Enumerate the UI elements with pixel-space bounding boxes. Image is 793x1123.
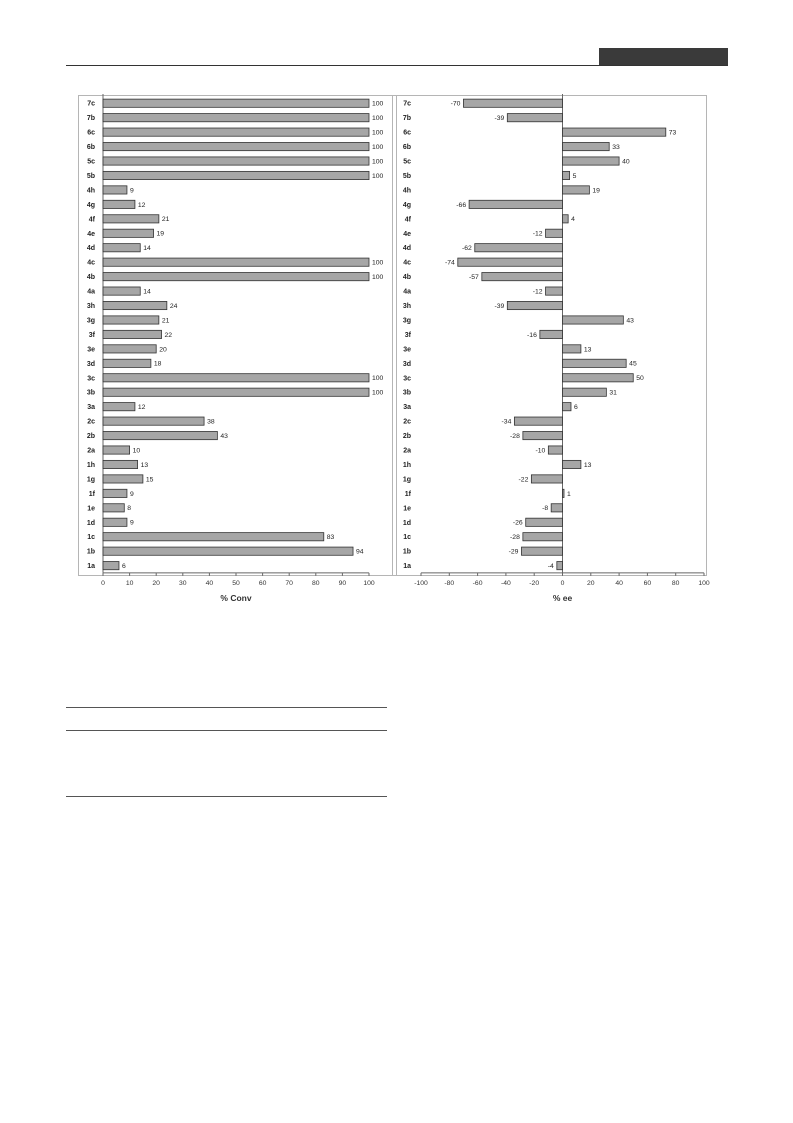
category-label: 7c	[87, 100, 95, 108]
bar-value-label: -12	[532, 288, 543, 296]
x-tick-label: 10	[125, 579, 134, 587]
bar-value-label: 100	[372, 389, 384, 397]
x-tick-label: 100	[363, 579, 375, 587]
category-label: 1d	[86, 519, 95, 527]
category-label: 2a	[403, 447, 411, 455]
x-tick-label: 80	[671, 579, 680, 587]
bar	[531, 475, 562, 483]
category-label: 3h	[86, 303, 95, 311]
bar-value-label: 21	[161, 317, 170, 325]
category-label: 7b	[402, 115, 411, 123]
bar	[103, 403, 135, 411]
table-bottom-rule	[66, 796, 387, 797]
bar	[551, 504, 562, 512]
bar-value-label: -34	[501, 418, 512, 426]
bar	[482, 273, 563, 281]
bar-value-label: 21	[161, 216, 170, 224]
category-label: 3c	[87, 375, 95, 383]
table-header-rule	[66, 730, 387, 731]
category-label: 4f	[404, 216, 411, 224]
bar-value-label: 33	[612, 143, 620, 151]
bar-value-label: -62	[461, 245, 472, 253]
category-label: 4g	[402, 201, 411, 209]
bar-value-label: -22	[518, 476, 529, 484]
bar	[103, 417, 204, 425]
bar	[507, 114, 562, 122]
x-tick-label: 20	[587, 579, 595, 587]
category-label: 1a	[403, 563, 411, 571]
bar	[514, 417, 562, 425]
category-label: 4h	[402, 187, 411, 195]
bar-value-label: 1	[567, 490, 571, 498]
bar-value-label: -29	[508, 548, 519, 556]
bar-value-label: -70	[450, 100, 461, 108]
bar	[526, 518, 563, 526]
category-label: 4c	[403, 259, 411, 267]
bar	[463, 99, 562, 107]
bar-value-label: 100	[372, 172, 384, 180]
bar	[548, 446, 562, 454]
bar-value-label: 9	[129, 490, 134, 498]
bar-value-label: 5	[572, 172, 577, 180]
bar	[103, 258, 369, 266]
bar-value-label: -8	[542, 505, 549, 513]
bar	[546, 287, 563, 295]
conversion-chart	[79, 94, 397, 603]
bar-value-label: 100	[372, 158, 384, 166]
bar	[563, 215, 569, 223]
bar-value-label: 20	[159, 346, 167, 354]
category-label: 3a	[403, 404, 411, 412]
bar-value-label: 4	[571, 216, 575, 224]
bar-value-label: 73	[668, 129, 677, 137]
category-label: 2c	[87, 418, 95, 426]
category-label: 3c	[403, 375, 411, 383]
bar	[103, 533, 324, 541]
x-tick-label: 90	[338, 579, 347, 587]
bar	[103, 215, 159, 223]
bar	[103, 171, 369, 179]
bar-value-label: 19	[592, 187, 600, 195]
category-label: 2b	[86, 433, 95, 441]
category-label: 6b	[402, 144, 411, 152]
category-label: 3f	[404, 331, 411, 339]
category-label: 7c	[403, 100, 411, 108]
category-label: 7b	[86, 115, 95, 123]
category-label: 1h	[402, 461, 411, 469]
bar-value-label: 15	[145, 476, 154, 484]
category-label: 5c	[87, 158, 95, 166]
bar	[563, 460, 581, 468]
bar-value-label: 38	[207, 418, 215, 426]
bar	[103, 359, 151, 367]
bar	[563, 345, 581, 353]
bar	[103, 114, 369, 122]
x-tick-label: 30	[179, 579, 187, 587]
category-label: 6b	[86, 144, 95, 152]
category-label: 4b	[86, 274, 95, 282]
category-label: 3h	[402, 303, 411, 311]
category-label: 6c	[87, 129, 95, 137]
bar-value-label: 13	[140, 461, 149, 469]
x-axis-label: % ee	[552, 592, 573, 603]
bar-value-label: -57	[469, 274, 479, 282]
category-label: 4e	[403, 230, 411, 238]
bar-value-label: -39	[494, 302, 505, 310]
category-label: 6c	[403, 129, 411, 137]
category-label: 4h	[86, 187, 95, 195]
category-label: 3b	[402, 389, 411, 397]
x-tick-label: 50	[232, 579, 240, 587]
bar	[563, 388, 607, 396]
bar-value-label: 40	[622, 158, 630, 166]
bar-value-label: 100	[372, 143, 384, 151]
x-tick-label: 40	[205, 579, 214, 587]
bar	[507, 301, 562, 309]
bar-value-label: 19	[156, 230, 165, 238]
bar-value-label: 14	[143, 245, 151, 253]
bar-value-label: 94	[356, 548, 364, 556]
bar-value-label: 100	[372, 129, 384, 137]
bar	[563, 171, 570, 179]
bar	[103, 287, 140, 295]
x-tick-label: 0	[560, 579, 565, 587]
table-top-rule	[66, 707, 387, 708]
bar	[103, 301, 167, 309]
bar-value-label: 12	[137, 404, 146, 412]
category-label: 1c	[403, 534, 411, 542]
bar	[103, 388, 369, 396]
category-label: 4c	[87, 259, 95, 267]
category-label: 1g	[86, 476, 95, 484]
category-label: 3d	[86, 360, 95, 368]
bar	[103, 142, 369, 150]
category-label: 4d	[86, 245, 95, 253]
bar	[103, 316, 159, 324]
bar	[563, 186, 590, 194]
category-label: 2c	[403, 418, 411, 426]
x-tick-label: 100	[698, 579, 710, 587]
ee-chart	[393, 94, 710, 603]
bar	[103, 99, 369, 107]
bar-value-label: 9	[129, 187, 134, 195]
category-label: 2b	[402, 433, 411, 441]
category-label: 1f	[88, 490, 95, 498]
category-label: 5c	[403, 158, 411, 166]
bar-value-label: 14	[143, 288, 151, 296]
category-label: 1d	[402, 519, 411, 527]
bar-value-label: -12	[532, 230, 543, 238]
x-tick-label: 60	[643, 579, 652, 587]
bar-value-label: 12	[137, 201, 146, 209]
category-label: 4f	[88, 216, 95, 224]
x-tick-label: 60	[258, 579, 267, 587]
x-tick-label: 80	[312, 579, 320, 587]
bar	[103, 374, 369, 382]
bar-value-label: -28	[510, 432, 520, 440]
bar-value-label: 8	[127, 505, 132, 513]
category-label: 1e	[87, 505, 95, 513]
bar	[103, 504, 124, 512]
x-tick-label: -60	[472, 579, 483, 587]
category-label: 3a	[87, 404, 95, 412]
bar	[103, 229, 154, 237]
bar	[563, 142, 610, 150]
bar-value-label: 6	[121, 563, 126, 571]
category-label: 3g	[86, 317, 95, 325]
bar	[563, 128, 666, 136]
bar-value-label: 13	[583, 461, 592, 469]
category-label: 4e	[87, 230, 95, 238]
bar-value-label: -66	[456, 201, 467, 209]
bar-value-label: -26	[512, 519, 523, 527]
x-tick-label: -80	[444, 579, 455, 587]
category-label: 4d	[402, 245, 411, 253]
bar	[523, 533, 563, 541]
x-tick-label: -40	[500, 579, 511, 587]
bar	[103, 244, 140, 252]
x-tick-label: 40	[615, 579, 623, 587]
bar	[103, 128, 369, 136]
category-label: 3b	[86, 389, 95, 397]
category-label: 3g	[402, 317, 411, 325]
bar	[563, 157, 620, 165]
bar-value-label: 100	[372, 274, 384, 282]
category-label: 5b	[86, 172, 95, 180]
bar	[540, 330, 563, 338]
bar-value-label: -28	[510, 534, 520, 542]
bar	[563, 374, 634, 382]
bar-value-label: 43	[626, 317, 634, 325]
bar-value-label: 83	[326, 534, 335, 542]
bar	[475, 244, 563, 252]
category-label: 3e	[403, 346, 411, 354]
bar	[103, 186, 127, 194]
bar-value-label: 100	[372, 115, 384, 123]
bar	[103, 547, 353, 555]
category-label: 1b	[86, 548, 95, 556]
category-label: 1f	[404, 490, 411, 498]
x-axis-label: % Conv	[220, 592, 252, 603]
category-label: 4a	[403, 288, 411, 296]
x-tick-label: 0	[101, 579, 105, 587]
bar	[469, 200, 562, 208]
bar-value-label: -10	[535, 447, 546, 455]
bar	[458, 258, 563, 266]
bar-value-label: 18	[153, 360, 162, 368]
bar	[546, 229, 563, 237]
bar	[103, 460, 138, 468]
category-label: 4g	[86, 201, 95, 209]
x-tick-label: -20	[529, 579, 540, 587]
category-label: 1c	[87, 534, 95, 542]
category-label: 1h	[86, 461, 95, 469]
bar	[563, 359, 627, 367]
category-label: 2a	[87, 447, 95, 455]
category-label: 1b	[402, 548, 411, 556]
bar	[523, 431, 563, 439]
bar-value-label: 45	[629, 360, 637, 368]
bar-value-label: -16	[527, 331, 537, 339]
bar-value-label: 43	[220, 432, 228, 440]
category-label: 4b	[402, 274, 411, 282]
bar	[103, 562, 119, 570]
bar-value-label: 50	[636, 375, 644, 383]
bar	[103, 330, 162, 338]
bar	[103, 273, 369, 281]
bar-value-label: 13	[583, 346, 592, 354]
bar-value-label: 6	[573, 404, 578, 412]
category-label: 1a	[87, 563, 95, 571]
bar-value-label: -4	[547, 563, 554, 571]
bar-value-label: 10	[132, 447, 141, 455]
bar-value-label: -74	[444, 259, 455, 267]
bar-value-label: 100	[372, 259, 384, 267]
bar	[557, 562, 563, 570]
bar	[103, 157, 369, 165]
category-label: 3d	[402, 360, 411, 368]
bar-value-label: 100	[372, 375, 384, 383]
bar-value-label: 22	[164, 331, 173, 339]
bar-value-label: 9	[129, 519, 134, 527]
bar-value-label: 31	[609, 389, 617, 397]
bar	[103, 345, 156, 353]
bar	[563, 403, 571, 411]
category-label: 3e	[87, 346, 95, 354]
bar	[103, 518, 127, 526]
bar	[563, 489, 565, 497]
bar	[103, 446, 130, 454]
category-label: 1g	[402, 476, 411, 484]
bar	[103, 431, 217, 439]
category-label: 4a	[87, 288, 95, 296]
x-tick-label: 70	[285, 579, 293, 587]
category-label: 3f	[88, 331, 95, 339]
x-tick-label: 20	[152, 579, 160, 587]
bar-value-label: 24	[169, 302, 178, 310]
x-tick-label: -100	[414, 579, 428, 587]
bar	[103, 475, 143, 483]
bar	[563, 316, 624, 324]
category-label: 5b	[402, 172, 411, 180]
category-label: 1e	[403, 505, 411, 513]
bar-value-label: 100	[372, 100, 384, 108]
bar	[103, 489, 127, 497]
bar	[521, 547, 562, 555]
bar	[103, 200, 135, 208]
bar-value-label: -39	[494, 115, 505, 123]
